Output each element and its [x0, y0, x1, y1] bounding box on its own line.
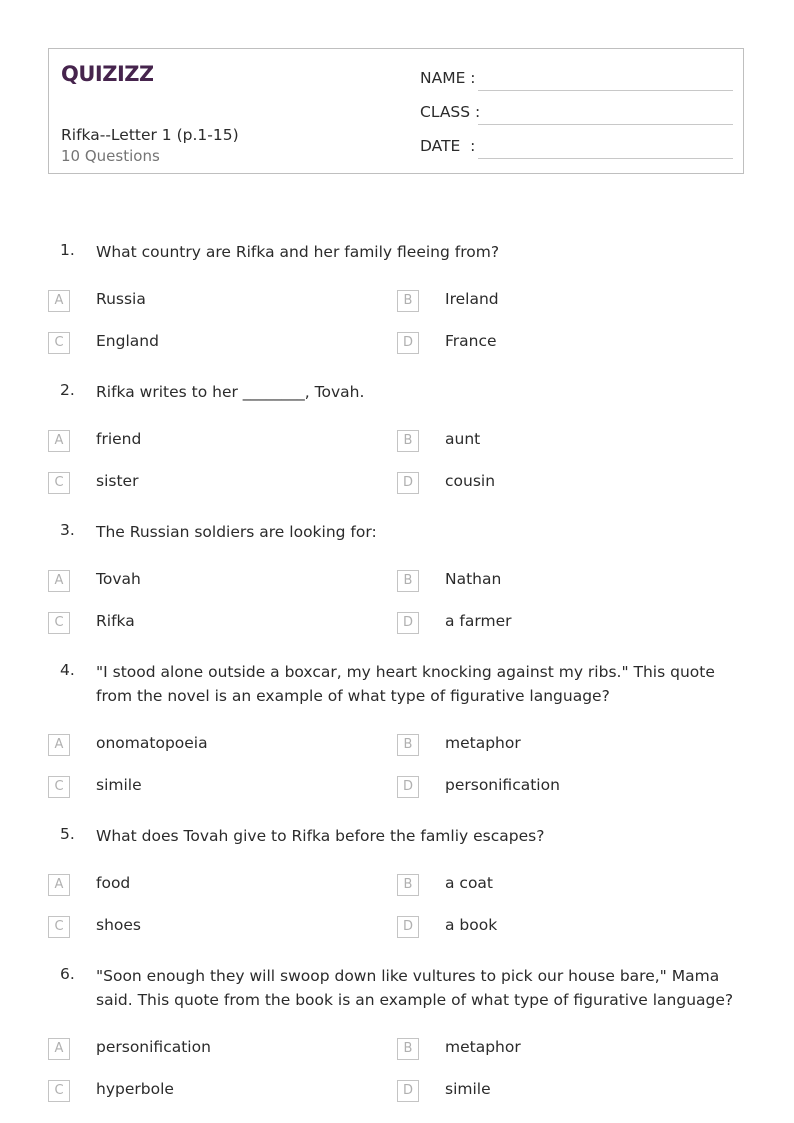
question-number: 2.	[60, 381, 75, 399]
option-a-box[interactable]: A	[48, 570, 70, 592]
option-c-box[interactable]: C	[48, 776, 70, 798]
option-c-text: shoes	[96, 916, 141, 934]
date-field[interactable]	[420, 135, 733, 159]
option-c-text: hyperbole	[96, 1080, 174, 1098]
class-line	[478, 124, 733, 125]
option-b-box[interactable]: B	[397, 734, 419, 756]
option-d-box[interactable]: D	[397, 612, 419, 634]
option-d-text: France	[445, 332, 497, 350]
question-number: 6.	[60, 965, 75, 983]
option-c-text: simile	[96, 776, 142, 794]
svg-text:QUIZIZZ: QUIZIZZ	[61, 62, 153, 86]
option-c-text: Rifka	[96, 612, 135, 630]
question-text: "Soon enough they will swoop down like vultures to pick our house bare," Mama said. This quote from the book is an example of what type of figurative language?	[96, 967, 734, 1009]
option-a-text: Tovah	[96, 570, 141, 588]
question-text: Rifka writes to her ________, Tovah.	[96, 383, 365, 401]
option-b-text: a coat	[445, 874, 494, 892]
option-d-box[interactable]: D	[397, 472, 419, 494]
quiz-title: Rifka--Letter 1 (p.1-15)	[61, 126, 239, 144]
option-d-box[interactable]: D	[397, 1080, 419, 1102]
option-b-text: aunt	[445, 430, 481, 448]
option-a-text: food	[96, 874, 131, 892]
question-number: 4.	[60, 661, 75, 679]
option-d-box[interactable]: D	[397, 332, 419, 354]
option-b-text: Nathan	[445, 570, 502, 588]
question-text: "I stood alone outside a boxcar, my heart knocking against my ribs." This quote from the novel is an example of what type of figurative language?	[96, 663, 715, 705]
option-b-box[interactable]: B	[397, 1038, 419, 1060]
option-b-box[interactable]: B	[397, 430, 419, 452]
quizizz-logo-icon	[61, 59, 153, 87]
option-b-text: metaphor	[445, 1038, 521, 1056]
question-text: What country are Rifka and her family fleeing from?	[96, 243, 500, 261]
option-a-box[interactable]: A	[48, 874, 70, 896]
name-line	[478, 90, 733, 91]
question-count: 10 Questions	[61, 147, 160, 165]
quizizz-logo	[61, 59, 153, 91]
option-a-box[interactable]: A	[48, 430, 70, 452]
option-a-text: personification	[96, 1038, 211, 1056]
question-text: What does Tovah give to Rifka before the famliy escapes?	[96, 827, 545, 845]
option-c-text: sister	[96, 472, 139, 490]
option-d-box[interactable]: D	[397, 916, 419, 938]
question-number: 5.	[60, 825, 75, 843]
option-d-text: a book	[445, 916, 498, 934]
option-b-box[interactable]: B	[397, 874, 419, 896]
date-label: DATE :	[420, 137, 476, 155]
option-c-text: England	[96, 332, 159, 350]
date-line	[478, 158, 733, 159]
question-number: 3.	[60, 521, 75, 539]
option-b-box[interactable]: B	[397, 290, 419, 312]
option-d-text: simile	[445, 1080, 491, 1098]
option-c-box[interactable]: C	[48, 472, 70, 494]
option-a-box[interactable]: A	[48, 1038, 70, 1060]
option-d-box[interactable]: D	[397, 776, 419, 798]
option-a-text: onomatopoeia	[96, 734, 208, 752]
option-c-box[interactable]: C	[48, 916, 70, 938]
question-number: 1.	[60, 241, 75, 259]
option-c-box[interactable]: C	[48, 612, 70, 634]
option-a-text: friend	[96, 430, 142, 448]
option-c-box[interactable]: C	[48, 1080, 70, 1102]
option-d-text: cousin	[445, 472, 496, 490]
option-b-box[interactable]: B	[397, 570, 419, 592]
class-label: CLASS :	[420, 103, 481, 121]
name-field[interactable]	[420, 67, 733, 91]
worksheet-header	[48, 48, 744, 174]
option-a-text: Russia	[96, 290, 146, 308]
option-a-box[interactable]: A	[48, 290, 70, 312]
question-text: The Russian soldiers are looking for:	[96, 523, 377, 541]
option-b-text: Ireland	[445, 290, 499, 308]
name-label: NAME :	[420, 69, 476, 87]
option-c-box[interactable]: C	[48, 332, 70, 354]
option-d-text: a farmer	[445, 612, 512, 630]
option-d-text: personification	[445, 776, 560, 794]
class-field[interactable]	[420, 101, 733, 125]
option-a-box[interactable]: A	[48, 734, 70, 756]
option-b-text: metaphor	[445, 734, 521, 752]
